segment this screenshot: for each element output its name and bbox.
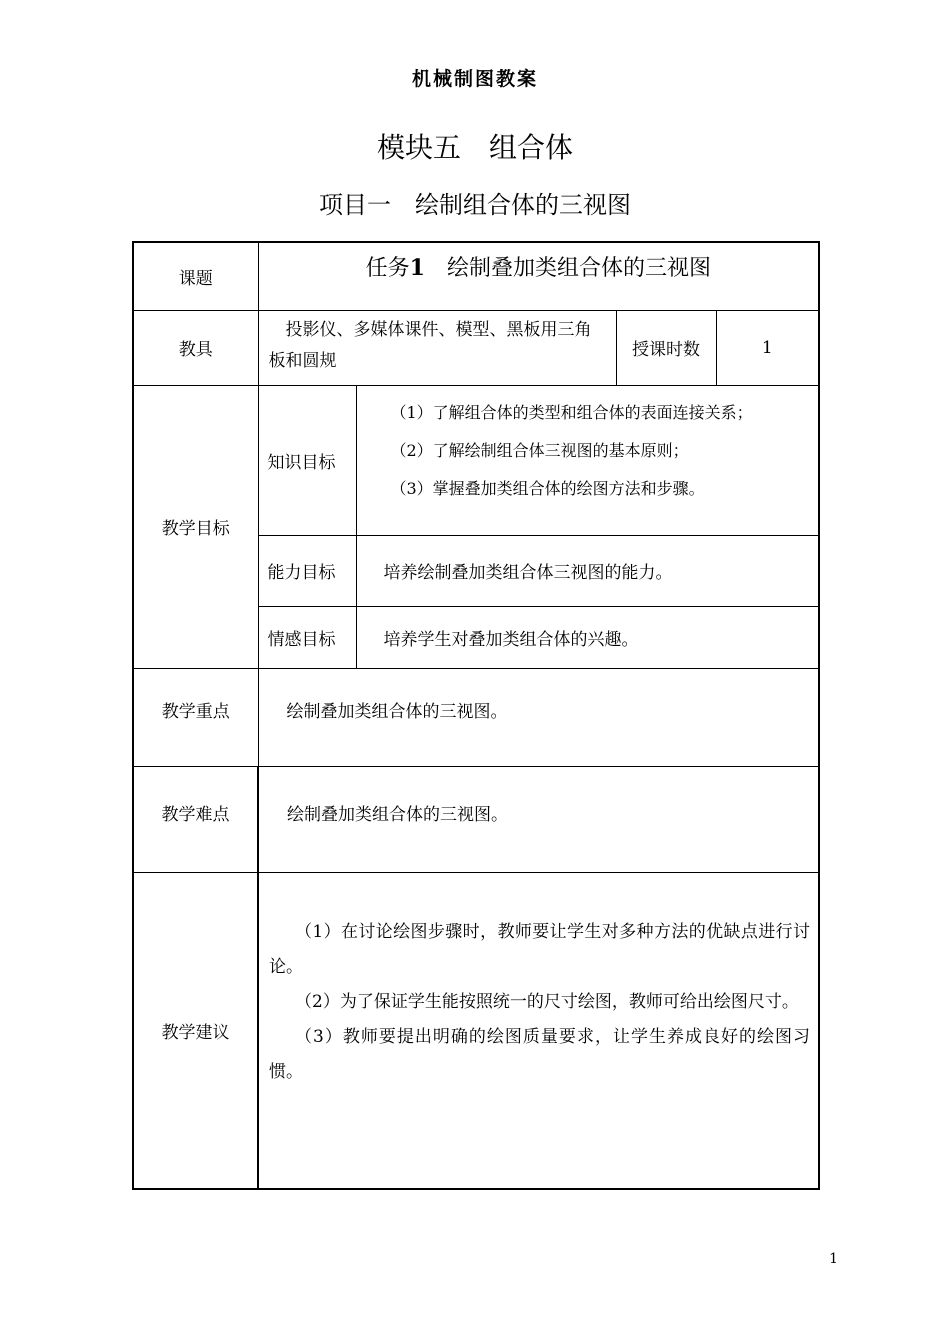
advice-item: （3）教师要提出明确的绘图质量要求，让学生养成良好的绘图习惯。 <box>269 1026 811 1082</box>
row-knowledge <box>133 385 819 535</box>
emotion-label: 情感目标 <box>258 606 356 668</box>
objectives-label: 教学目标 <box>133 385 258 668</box>
difficulties-label: 教学难点 <box>133 766 258 872</box>
row-topic <box>133 242 819 310</box>
key-points-label: 教学重点 <box>133 668 258 766</box>
advice-items <box>258 872 819 1189</box>
document-title: 机械制图教案 <box>411 68 538 90</box>
module-title: 模块五 组合体 <box>376 131 573 164</box>
advice-item: （2）为了保证学生能按照统一的尺寸绘图，教师可给出绘图尺寸。 <box>295 991 799 1012</box>
hours-label: 授课时数 <box>616 310 716 385</box>
knowledge-item: （1）了解组合体的类型和组合体的表面连接关系； <box>390 402 753 422</box>
key-points-value: 绘制叠加类组合体的三视图。 <box>258 668 819 766</box>
ability-label: 能力目标 <box>258 535 356 606</box>
knowledge-items <box>356 385 819 535</box>
row-difficulties <box>133 766 819 872</box>
project-title: 项目一 绘制组合体的三视图 <box>319 191 631 219</box>
task-title: 绘制叠加类组合体的三视图 <box>446 256 711 281</box>
difficulties-value: 绘制叠加类组合体的三视图。 <box>258 766 819 872</box>
row-tools <box>133 310 819 385</box>
tools-value-cell <box>258 310 616 385</box>
ability-value: 培养绘制叠加类组合体三视图的能力。 <box>356 535 819 606</box>
task-title-cell <box>258 242 819 310</box>
knowledge-item: （2）了解绘制组合体三视图的基本原则； <box>390 440 689 460</box>
hours-value: 1 <box>716 310 819 385</box>
advice-item: （1）在讨论绘图步骤时，教师要让学生对多种方法的优缺点进行讨论。 <box>269 921 811 977</box>
tools-label: 教具 <box>133 310 258 385</box>
task-number: 1 <box>409 255 425 281</box>
page-number: 1 <box>829 1251 838 1267</box>
lesson-plan-table <box>132 241 820 1190</box>
row-advice <box>133 872 819 1189</box>
tools-value: 投影仪、多媒体课件、模型、黑板用三角板和圆规 <box>268 319 592 371</box>
knowledge-item: （3）掌握叠加类组合体的绘图方法和步骤。 <box>390 478 705 498</box>
row-key-points <box>133 668 819 766</box>
emotion-value: 培养学生对叠加类组合体的兴趣。 <box>356 606 819 668</box>
topic-label: 课题 <box>133 242 258 310</box>
task-prefix: 任务 <box>365 256 410 281</box>
advice-label: 教学建议 <box>133 872 258 1189</box>
knowledge-label: 知识目标 <box>258 385 356 535</box>
